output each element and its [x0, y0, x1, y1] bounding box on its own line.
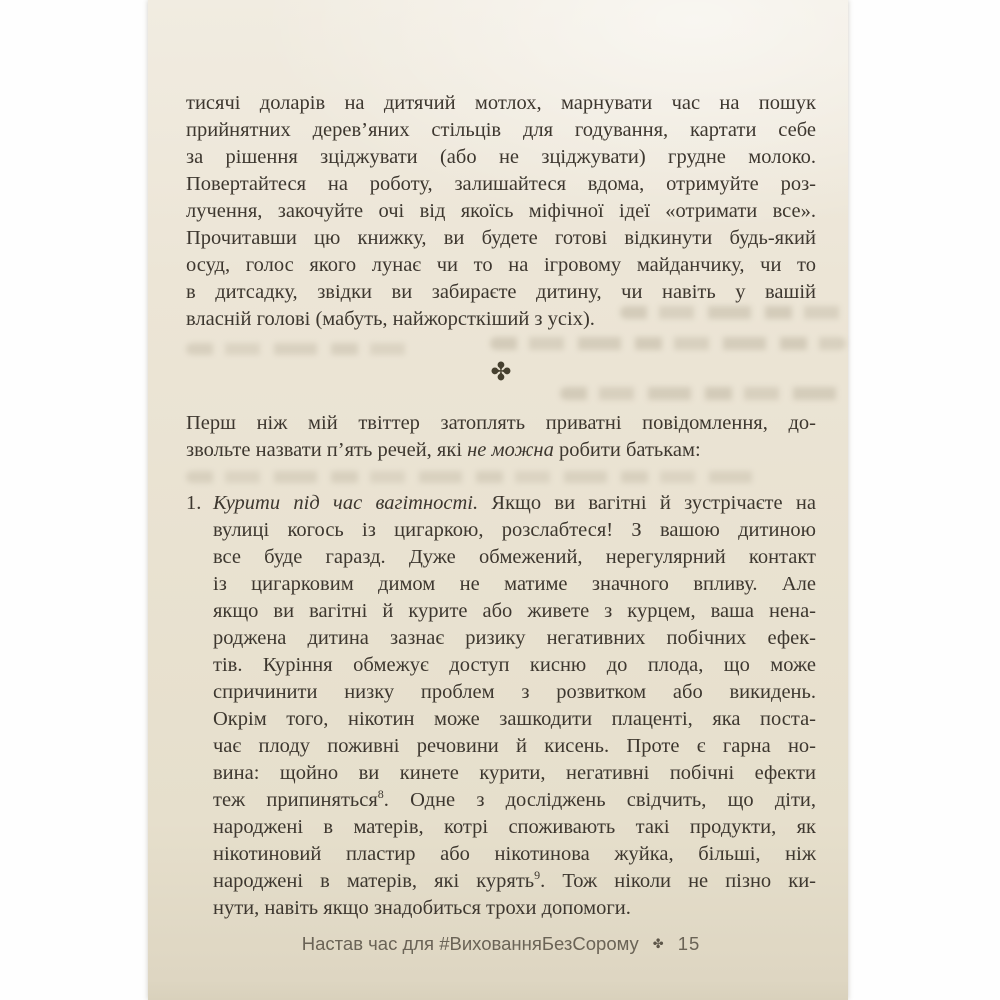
paragraph-judgment	[186, 90, 816, 333]
list-item-number: 1.	[186, 492, 202, 514]
text-line: вулиці когось із цигаркою, розслабтеся! З вашою дитиною	[213, 519, 816, 541]
footer-ornament-icon: ✤	[652, 936, 664, 952]
text-line: із цигарковим димом не матиме значного впливу. Але	[213, 573, 816, 595]
text-line: лучення, закочуйте очі від якоїсь міфічної ідеї «отримати все».	[186, 200, 816, 222]
text-line: роджена дитина зазнає ризику негативних побічних ефек-	[213, 627, 816, 649]
text-line: теж припиняться$^8$. Одне з досліджень свідчить, що діти,	[213, 787, 816, 811]
text-line: Повертайтеся на роботу, залишайтеся вдома, отримуйте роз-	[186, 173, 816, 195]
text-line: спричинити низку проблем з розвитком або викидень.	[213, 681, 816, 703]
paragraph-twitter-intro	[186, 410, 816, 464]
text-line: якщо ви вагітні й курите або живете з курцем, ваша нена-	[213, 600, 816, 622]
text-line: вина: щойно ви кинете курити, негативні побічні ефекти	[213, 762, 816, 784]
footnote-reference: 9	[534, 868, 541, 883]
running-title: Настав час для #ВихованняБезСорому	[301, 933, 639, 954]
numbered-list-item	[186, 490, 816, 922]
text-line: нікотиновий пластир або нікотинова жуйка, більші, ніж	[213, 843, 816, 865]
text-line: тів. Куріння обмежує доступ кисню до плода, що може	[213, 654, 816, 676]
text-line: народжені в матерів, які курять$^9$. Тож ніколи не пізно ки-	[213, 868, 816, 892]
page-footer	[186, 933, 816, 955]
text-line: за рішення зціджувати (або не зціджувати) грудне молоко.	[186, 146, 816, 168]
book-page	[148, 0, 848, 1000]
page-number: 15	[677, 933, 701, 954]
text-line: осуд, голос якого лунає чи то на ігровому майданчику, чи то	[186, 254, 816, 276]
list-item-text	[213, 490, 816, 922]
text-line: тисячі доларів на дитячий мотлох, марнувати час на пошук	[186, 92, 816, 114]
text-line: прийнятних дерев’яних стільців для годування, картати себе	[186, 119, 816, 141]
footnote-reference: 8	[377, 787, 384, 802]
text-line: власній голові (мабуть, найжорсткіший з усіх).	[186, 308, 595, 330]
text-line: звольте назвати п’ять речей, які не можна робити батькам:	[186, 439, 701, 461]
section-divider-ornament-icon: ✤	[490, 357, 512, 386]
text-line: Перш ніж мій твіттер затоплять приватні повідомлення, до-	[186, 412, 816, 434]
text-line: нути, навіть якщо знадобиться трохи допомоги.	[213, 897, 631, 919]
text-line: Окрім того, нікотин може зашкодити плаценті, яка поста-	[213, 708, 816, 730]
text-line: в дитсадку, звідки ви забираєте дитину, чи навіть у вашій	[186, 281, 816, 303]
text-line: все буде гаразд. Дуже обмежений, нерегулярний контакт	[213, 546, 816, 568]
text-line: Прочитавши цю книжку, ви будете готові відкинути будь-який	[186, 227, 816, 249]
text-line: чає плоду поживні речовини й кисень. Проте є гарна но-	[213, 735, 816, 757]
text-line: Курити під час вагітності. Якщо ви вагітні й зустрічаєте на	[213, 492, 816, 514]
text-line: народжені в матерів, котрі споживають такі продукти, як	[213, 816, 816, 838]
text-block	[186, 0, 816, 1000]
